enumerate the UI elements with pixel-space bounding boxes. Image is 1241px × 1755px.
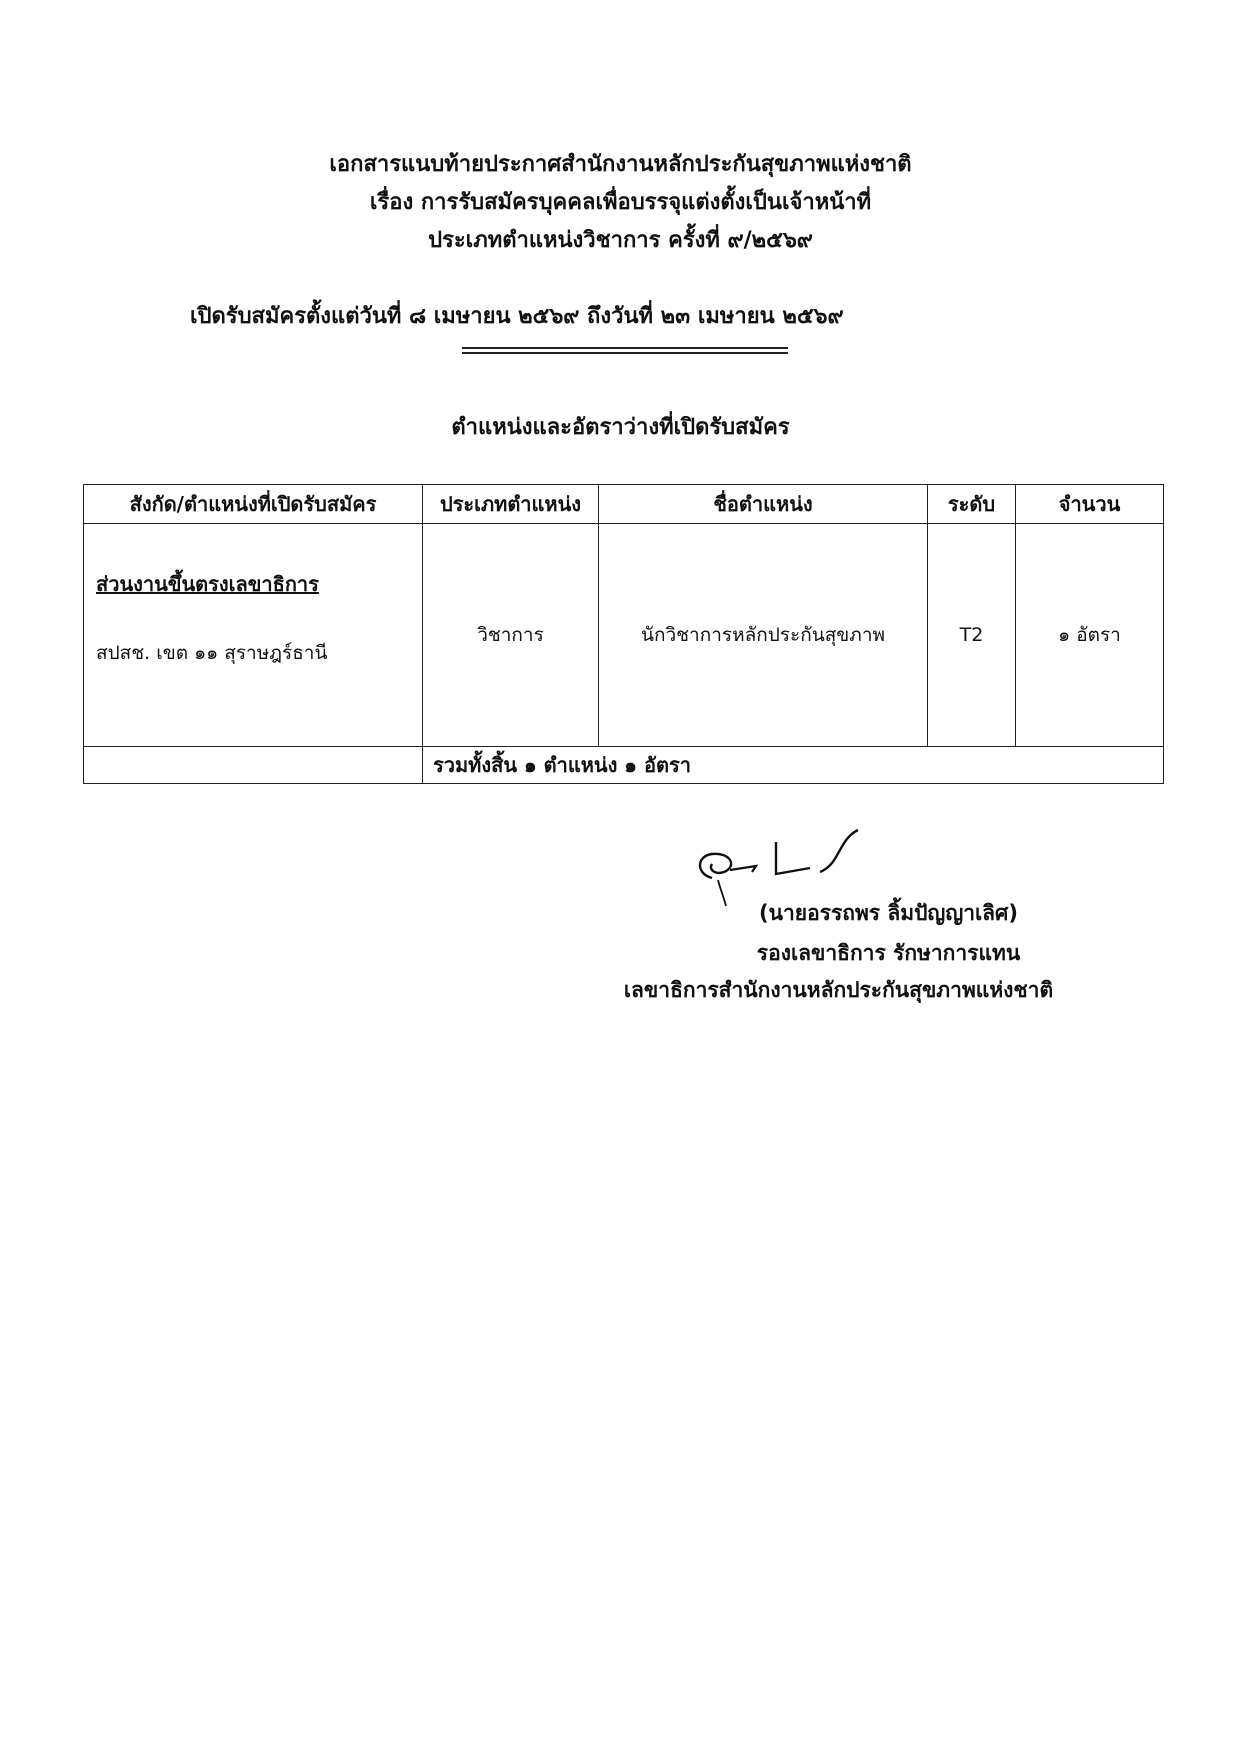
table-header-row xyxy=(84,485,1164,524)
summary-row xyxy=(84,747,1164,784)
header-department: สังกัด/ตำแหน่งที่เปิดรับสมัคร xyxy=(84,485,423,524)
unit-name: สปสช. เขต ๑๑ สุราษฎร์ธานี xyxy=(96,642,328,664)
signatory-position-2: เลขาธิการสำนักงานหลักประกันสุขภาพแห่งชาติ xyxy=(623,978,1054,1002)
table-row xyxy=(84,524,1164,747)
positions-table xyxy=(83,484,1164,784)
signatory-name: (นายอรรถพร ลิ้มปัญญาเลิศ) xyxy=(759,901,1018,925)
header-position: ชื่อตำแหน่ง xyxy=(599,485,928,524)
summary-text: รวมทั้งสิ้น ๑ ตำแหน่ง ๑ อัตรา xyxy=(423,747,1016,784)
cell-department xyxy=(84,524,423,747)
header-line-1: เอกสารแนบท้ายประกาศสำนักงานหลักประกันสุขภาพแห่งชาติ xyxy=(329,152,912,177)
header-line-3: ประเภทตำแหน่งวิชาการ ครั้งที่ ๙/๒๕๖๙ xyxy=(428,228,813,253)
table-title: ตำแหน่งและอัตราว่างที่เปิดรับสมัคร xyxy=(451,415,790,440)
double-underline-divider xyxy=(462,347,788,354)
header-type: ประเภทตำแหน่ง xyxy=(423,485,599,524)
handwritten-signature xyxy=(690,826,930,906)
header-count: จำนวน xyxy=(1016,485,1164,524)
cell-position: นักวิชาการหลักประกันสุขภาพ xyxy=(599,524,928,747)
cell-count: ๑ อัตรา xyxy=(1016,524,1164,747)
header-line-2: เรื่อง การรับสมัครบุคคลเพื่อบรรจุแต่งตั้งเป็นเจ้าหน้าที่ xyxy=(369,190,872,215)
cell-level: T2 xyxy=(928,524,1016,747)
department-name: ส่วนงานขึ้นตรงเลขาธิการ xyxy=(96,572,319,596)
cell-type: วิชาการ xyxy=(423,524,599,747)
summary-empty-cell xyxy=(84,747,423,784)
summary-fill-cell xyxy=(1016,747,1164,784)
header-level: ระดับ xyxy=(928,485,1016,524)
application-period: เปิดรับสมัครตั้งแต่วันที่ ๘ เมษายน ๒๕๖๙ ถึงวันที่ ๒๓ เมษายน ๒๕๖๙ xyxy=(190,304,844,329)
signatory-position-1: รองเลขาธิการ รักษาการแทน xyxy=(756,941,1021,965)
